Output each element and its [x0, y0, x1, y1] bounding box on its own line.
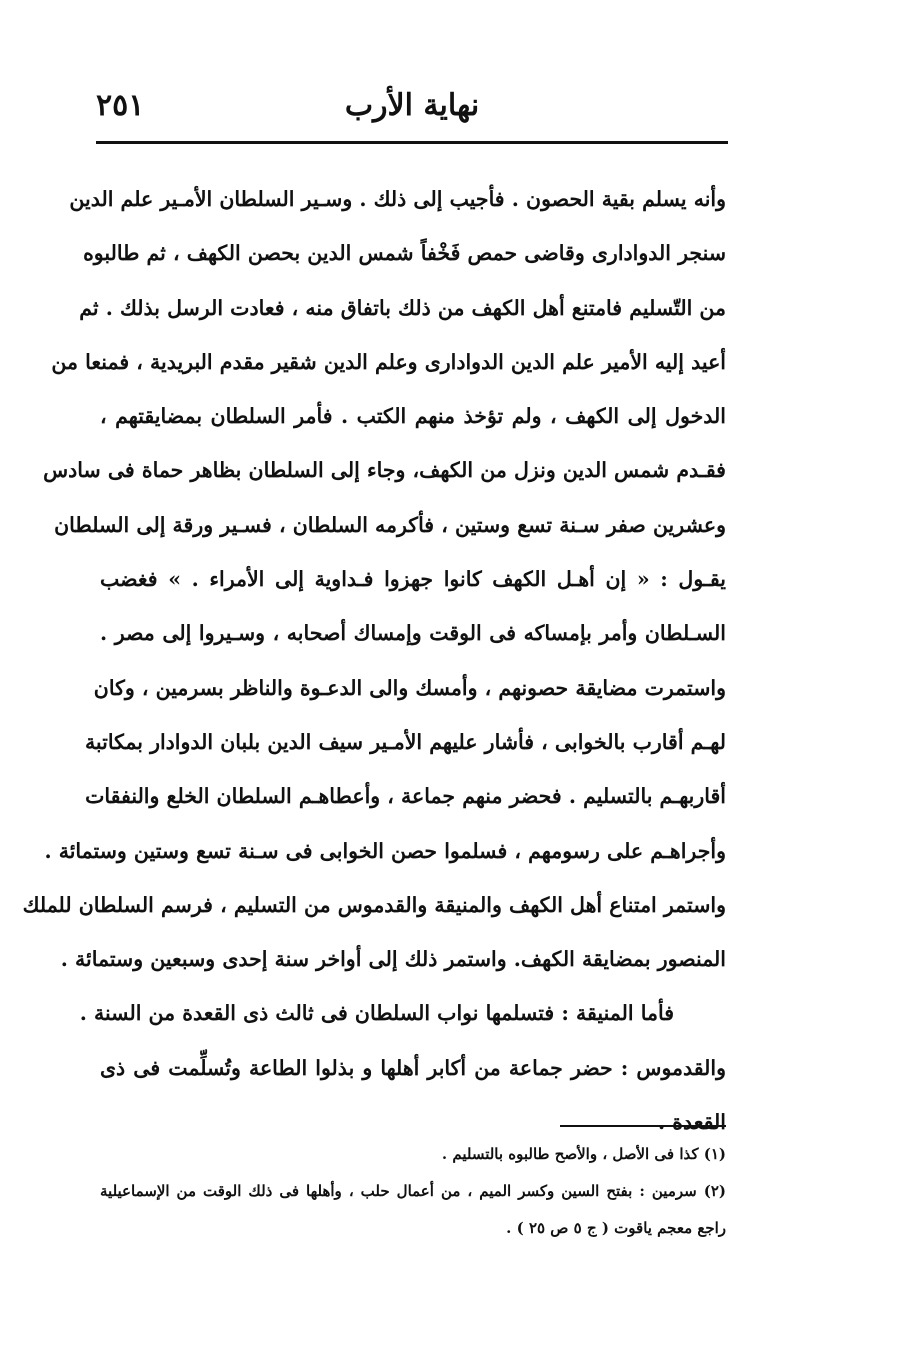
- running-title: نهاية الأرب: [344, 88, 480, 123]
- text-line: وعشرين صفر سـنة تسع وستين ، فأكرمه السلطان ، فسـير ورقة إلى السلطان: [54, 512, 726, 537]
- text-line: المنصور بمضايقة الكهف. واستمر ذلك إلى أواخر سنة إحدى وسبعين وستمائة .: [60, 947, 726, 972]
- text-line: والقدموس : حضر جماعة من أكابر أهلها و بذلوا الطاعة وتُسلِّمت فى ذى: [100, 1055, 726, 1080]
- text-line: أعيد إليه الأمير علم الدين الدوادارى وعلم الدين شقير مقدم البريدية ، فمنعا من: [51, 349, 726, 374]
- header-rule: [96, 141, 728, 144]
- footnote-2-continued: راجع معجم ياقوت ( ج ٥ ص ٢٥ ) .: [506, 1219, 726, 1237]
- page-number: ٢٥١: [96, 88, 145, 123]
- text-line: أقاربهـم بالتسليم . فحضر منهم جماعة ، وأعطاهـم السلطان الخلع والنفقات: [85, 784, 726, 809]
- footnote-1: (١) كذا فى الأصل ، والأصح طالبوه بالتسليم .: [441, 1145, 726, 1163]
- text-line: فقـدم شمس الدين ونزل من الكهف، وجاء إلى السلطان بظاهر حماة فى سادس: [43, 458, 726, 483]
- text-line: القعدة .: [658, 1110, 726, 1135]
- text-line: وأجراهـم على رسومهم ، فسلموا حصن الخوابى فى سـنة تسع وستين وستمائة .: [44, 838, 726, 863]
- text-line: سنجر الدوادارى وقاضى حمص فَخْفاً شمس الدين بحصن الكهف ، ثم طالبوه: [83, 241, 726, 266]
- body-text: [22, 172, 726, 1149]
- text-line: يقـول : « إن أهـل الكهف كانوا جهزوا فـداوية إلى الأمراء . » فغضب: [100, 567, 726, 592]
- text-line: من التّسليم فامتنع أهل الكهف من ذلك باتفاق منه ، فعادت الرسل بذلك . ثم: [79, 295, 726, 320]
- footnote-2: (٢) سرمين : بفتح السين وكسر الميم ، من أعمال حلب ، وأهلها فى ذلك الوقت من الإسماعيلية: [100, 1182, 727, 1200]
- text-line: فأما المنيقة : فتسلمها نواب السلطان فى ثالث ذى القعدة من السنة .: [79, 1001, 674, 1026]
- footnote-rule: [560, 1125, 726, 1127]
- text-line: وأنه يسلم بقية الحصون . فأجيب إلى ذلك . وسـير السلطان الأمـير علم الدين: [69, 187, 726, 211]
- page-header: [96, 86, 728, 128]
- text-line: واستمرت مضايقة حصونهم ، وأمسك والى الدعـوة والناظر بسرمين ، وكان: [93, 675, 726, 700]
- text-line: السـلطان وأمر بإمساكه فى الوقت وإمساك أصحابه ، وسـيروا إلى مصر .: [100, 621, 726, 646]
- text-line: لهـم أقارب بالخوابى ، فأشار عليهم الأمـير سيف الدين بلبان الدوادار بمكاتبة: [84, 729, 726, 754]
- footnotes: [100, 1136, 726, 1247]
- text-line: الدخول إلى الكهف ، ولم تؤخذ منهم الكتب . فأمر السلطان بمضايقتهم ،: [100, 404, 726, 429]
- text-line: واستمر امتناع أهل الكهف والمنيقة والقدموس من التسليم ، فرسم السلطان للملك: [22, 892, 726, 917]
